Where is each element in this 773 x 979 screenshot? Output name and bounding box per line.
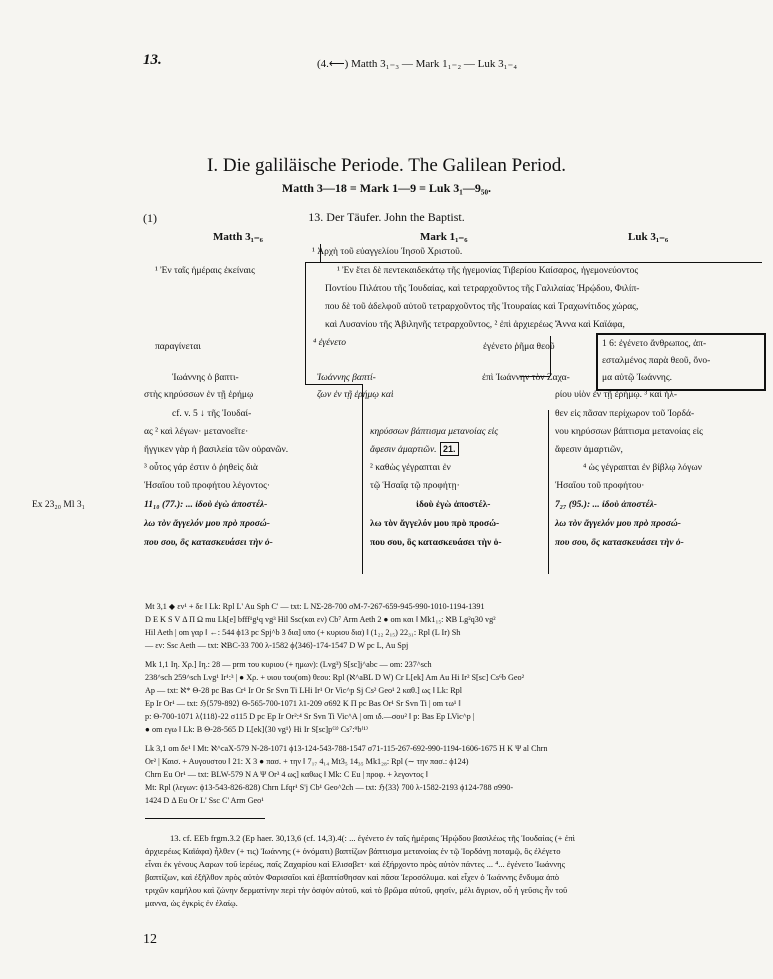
apparatus-line: ● om εγω ‖ Lk: B Θ-28-565 D L[ek]⟨30 vg¹⟩ Hi Ir S[sc]p⁽³⁾ Cs⁷:⁹b⁽¹⁾: [145, 725, 368, 734]
john-box-line-1: 1 6: ἐγένετο ἄνθρωπος, ἀπ-: [602, 339, 707, 349]
mark-text: λω τὸν ἄγγελόν μου πρὸ προσώ-: [370, 519, 500, 529]
matthew-text: στὴς κηρύσσων ἐν τῇ ἐρήμῳ: [144, 390, 254, 400]
matthew-text: cf. v. 5 ↓ τῆς Ἰουδαί-: [172, 409, 252, 419]
luke-text: 7₂₇ (95.): ... ἰδοὺ ἀποστέλ-: [555, 500, 657, 510]
mark-text: ἄφεσιν ἁμαρτιῶν.: [370, 445, 437, 455]
column-divider: [362, 384, 363, 574]
apparatus-line: Or² | Καισ. + Αυγουστου ‖ 21: X 3 ● πασ. + την ‖ 7₁₇ 4₁₄ Mt3₅ 14₃₅ Mk1₂₈: Rpl (∼ την πασ.: ϕ124): [145, 757, 469, 766]
john-box-line-2: εσταλμένος παρὰ θεοῦ, ὄνο-: [602, 356, 711, 366]
matthew-text: ας ² καὶ λέγων· μετανοεῖτε·: [144, 427, 249, 437]
apparatus-line: — εν: Ssc Aeth — txt: ℵBC-33 700 λ-1582 ϕ⟨346⟩-174-1547 D W pc L, Au Spj: [145, 641, 409, 650]
apparatus-line: Mt: Rpl (λεγων: ϕ13-543-826-828) Chrn Lfqr¹ S'j Cb¹ Geo^2ch — txt: ℌ⟨33⟩ 700 λ-1582-2193 ϕ124-788 σ990-: [145, 783, 514, 792]
luke-verse-1-line-2: Ποντίου Πιλάτου τῆς Ἰουδαίας, καὶ τετραρχοῦντος τῆς Γαλιλαίας Ἡρῴδου, Φιλίπ-: [325, 284, 640, 294]
luke-text: λω τὸν ἄγγελόν μου πρὸ προσώ-: [555, 519, 681, 529]
apparatus-line: D E K S V Δ Π Ω mu Lk[e] bfff¹g¹q vg³ Hil Ssc(και εν) Cb⁷ Arm Aeth 2 ● om και ‖ Mk1₁₅: ℵB Lg²q30 vg²: [145, 615, 496, 624]
apparatus-line: 1424 D Δ Eu Or L' Ssc C' Arm Geo¹: [145, 796, 264, 805]
column-divider: [305, 262, 320, 263]
section-number: 13.: [143, 52, 162, 68]
mark-text: ² καθὼς γέγραπται ἐν: [370, 463, 451, 473]
luke-text: νου κηρύσσων βάπτισμα μετανοίας εἰς: [555, 427, 703, 437]
apparatus-line: Chrn Eu Or¹ — txt: BLW-579 N A Ψ Or³ 4 ως] καθως ‖ Mk: C Eu | προφ. + λεγοντος ‖: [145, 770, 428, 779]
mark-text: Ἰωάννης βαπτί-: [317, 373, 376, 383]
apparatus-line: Mt 3,1 ◆ εν¹ + δε ‖ Lk: Rpl L' Au Sph C' — txt: L ΝΣ-28-700 σM-7-267-659-945-990-1010-1194-1391: [145, 602, 485, 611]
luke-text: ρίου υἱὸν ἐν τῇ ἐρήμῳ. ³ καὶ ἦλ-: [555, 390, 677, 400]
footnote-rule: [145, 818, 265, 819]
matthew-text: Ἡσαΐου τοῦ προφήτου λέγοντος·: [144, 481, 271, 491]
luke-verse-1-line-3: που δὲ τοῦ ἀδελφοῦ αὐτοῦ τετραρχοῦντος τῆς Ἰτουραίας καὶ Τραχωνίτιδος χώρας,: [325, 302, 639, 312]
column-head-luke: Luk 3₁₋₆: [628, 231, 669, 243]
apparatus-line: p: Θ-700-1071 λ⟨118⟩-22 σ115 D pc Ep Ir Or²:⁴ Sr Svn Ti Vic^A | om ιδ.—σου² ‖ p: Bas Ep LVic^p |: [145, 712, 475, 721]
column-divider: [320, 262, 762, 263]
john-box-line-3: μα αὐτῷ Ἰωάννης.: [602, 373, 672, 383]
matthew-text: παραγίνεται: [155, 342, 201, 352]
matthew-text: που σου, ὃς κατασκευάσει τὴν ὁ-: [144, 538, 273, 548]
matthew-verse-1: ¹ Ἐν ταῖς ἡμέραις ἐκείναις: [155, 266, 255, 276]
footnote-line: τριχῶν καμήλου καὶ ζώνην δερματίνην περὶ τὴν ὀσφὺν αὐτοῦ, καὶ τὸ βρῶμα αὐτοῦ, φησίν, μέλι ἄγριον, οὗ ἡ γεῦσις ἦν τοῦ: [145, 885, 568, 895]
cross-reference-badge: 21.: [440, 442, 459, 456]
luke-text: ἄφεσιν ἁμαρτιῶν,: [555, 445, 623, 455]
luke-text: ἐγένετο ῥῆμα θεοῦ: [483, 342, 555, 352]
mark-text: κηρύσσων βάπτισμα μετανοίας εἰς: [370, 427, 499, 437]
margin-reference: Ex 23₂₀ Ml 3₁: [32, 500, 85, 510]
luke-text: που σου, ὃς κατασκευάσει τὴν ὁ-: [555, 538, 684, 548]
matthew-text: Ἰωάννης ὁ βαπτι-: [172, 373, 239, 383]
pericope-number: (1): [143, 211, 157, 225]
column-divider: [548, 410, 549, 574]
section-subtitle: Matth 3—18 = Mark 1—9 = Luk 3₁—9₅₀.: [281, 181, 492, 195]
mark-verse-1: ¹ Ἀρχὴ τοῦ εὐαγγελίου Ἰησοῦ Χριστοῦ.: [312, 247, 463, 257]
luke-text: ἐπὶ Ἰωάννην τὸν Ζαχα-: [482, 373, 570, 383]
footnote-line: 13. cf. EEb frgm.3.2 (Ep haer. 30,13,6 (cf. 14,3).4(: ... ἐγένετο ἐν ταῖς ἡμέραις Ἡρῴδου βασιλέως τῆς Ἰουδαίας (+ ἐπὶ: [170, 833, 575, 843]
column-head-mark: Mark 1₁₋₆: [420, 231, 468, 243]
apparatus-line: Ep Ir Or¹ — txt: ℌ⟨579-892⟩ Θ-565-700-1071 λ1-209 σ692 K Π pc Bas Or¹ Sr Svn Ti | om τω¹ ‖: [145, 699, 461, 708]
luke-text: ⁴ ὡς γέγραπται ἐν βίβλῳ λόγων: [583, 463, 702, 473]
matthew-text: 11₁₀ (77.): ... ἰδοὺ ἐγὼ ἀποστέλ-: [144, 500, 268, 510]
column-divider: [305, 336, 306, 384]
luke-text: θεν εἰς πᾶσαν περίχωρον τοῦ Ἰορδά-: [555, 409, 695, 419]
mark-text: ἰδοὺ ἐγὼ ἀποστέλ-: [416, 500, 491, 510]
pericope-title: 13. Der Täufer. John the Baptist.: [308, 210, 465, 224]
luke-verse-1-line-4: καὶ Λυσανίου τῆς Ἀβιληνῆς τετραρχοῦντος, ² ἐπὶ ἀρχιερέως Ἄννα καὶ Καϊάφα,: [325, 320, 625, 330]
apparatus-line: Lk 3,1 om δε¹ ‖ Mt: ℵ^caX-579 N-28-1071 ϕ13-124-543-788-1547 σ71-115-267-692-990-1194-1606-1675 H K Ψ al Chrn: [145, 744, 548, 753]
apparatus-line: Hil Aeth | om γαρ ‖ ←: 544 ϕ13 pc Spj^b 3 δια] υπο (+ κυριου δια) ‖ (1₂₂ 2₁₅) 22₃₁: Rpl (L Ir) Sh: [145, 628, 461, 637]
parallel-references: (4.⟵) Matth 3₁₋₃ — Mark 1₁₋₂ — Luk 3₁₋₄: [317, 58, 518, 70]
column-head-matthew: Matth 3₁₋₆: [213, 231, 263, 243]
matthew-text: ³ οὗτος γάρ ἐστιν ὁ ῥηθεὶς διὰ: [144, 463, 258, 473]
luke-text: Ἡσαΐου τοῦ προφήτου·: [555, 481, 645, 491]
matthew-text: λω τὸν ἄγγελόν μου πρὸ προσώ-: [144, 519, 270, 529]
footnote-line: βαπτίζων, καὶ ἐξῆλθον πρὸς αὐτὸν Φαρισαῖοι καὶ ἐβαπτίσθησαν καὶ πᾶσα Ἱεροσόλυμα. καὶ εἶχεν ὁ Ἰωάννης ἔνδυμα ἀπὸ: [145, 872, 560, 882]
section-title: I. Die galiläische Periode. The Galilean Period.: [207, 155, 566, 176]
matthew-text: ἤγγικεν γὰρ ἡ βασιλεία τῶν οὐρανῶν.: [144, 445, 289, 455]
luke-verse-1-line-1: ¹ Ἐν ἔτει δὲ πεντεκαιδεκάτῳ τῆς ἡγεμονίας Τιβερίου Καίσαρος, ἡγεμονεύοντος: [337, 266, 639, 276]
footnote-line: εἶναι ἐκ γένους Ααρων τοῦ ἱερέως, παῖς Ζαχαρίου καὶ Ελισαβετ· καὶ ἐξήρχοντο πρὸς αὐτὸν πάντες ... ⁴... ἐγένετο Ἰωάννης: [145, 859, 566, 869]
mark-text: που σου, ὃς κατασκευάσει τὴν ὁ-: [370, 538, 502, 548]
mark-text: ζων ἐν τῇ ἐρήμῳ καὶ: [317, 390, 394, 400]
apparatus-line: Ap — txt: ℵ* Θ-28 pc Bas Cr¹ Ir Or Sr Svn Ti LHi Ir¹ Or Vic^p Sj Cs² Geo¹ 2 καθ.] ως ‖ Lk: Rpl: [145, 686, 463, 695]
apparatus-line: 238^sch 259^sch Lvg¹ Ir¹:³ | ● Χρ. + υιου του(om) θεου: Rpl (ℵ^aBL D W) Cr L[ek] Am Au Hi Ir² S[sc] Cs⁶b Geo²: [145, 673, 525, 682]
footnote-line: ἀρχιερέως Καϊάφα) ἦλθεν (+ τις) Ἰωάννης (+ ὀνόματι) βαπτίζων βάπτισμα μετανοίας ἐν τῷ Ἰορδάνῃ ποταμῷ, ὃς ἐλέγετο: [145, 846, 561, 856]
apparatus-line: Mk 1,1 Ιη. Χρ.] Ιη.: 28 — prm του κυριου (+ ημων): (Lvg³) S[sc]j^abc — om: 237^sch: [145, 660, 432, 669]
column-divider: [305, 262, 306, 336]
page-number: 12: [143, 932, 157, 947]
mark-text: ⁴ ἐγένετο: [313, 338, 347, 348]
column-divider: [305, 384, 362, 385]
mark-text: τῷ Ἡσαΐᾳ τῷ προφήτῃ·: [370, 481, 460, 491]
footnote-line: μαννα, ὡς ἐγκρὶς ἐν ἐλαίῳ.: [145, 898, 238, 908]
